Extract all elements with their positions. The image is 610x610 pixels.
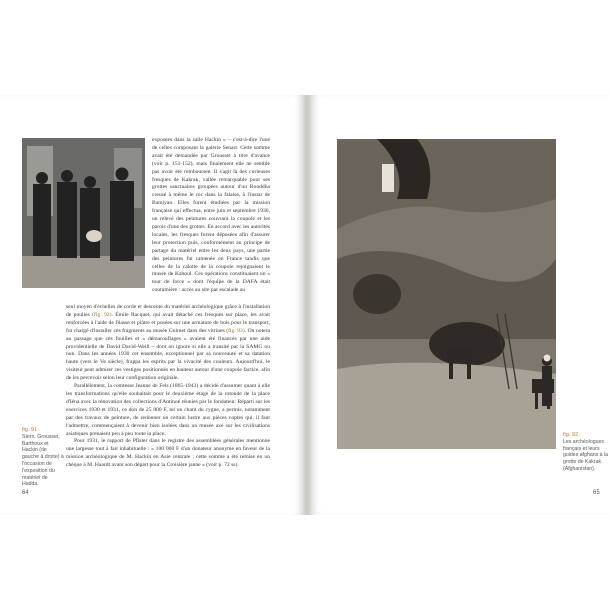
caption-text: Les archéologues français et leurs guides afghans à la grotte de Kakrak (Afghanistan).	[563, 438, 608, 472]
caption-text: Stern, Grousset, Barthoux et Hackin (de gauche à droite) à l'occasion de l'exposition du matériel de Hadda.	[22, 433, 64, 488]
text-start: seul moyen d'échelles de corde et descente du matériel archéologique grâce à l'installation de poulies	[66, 304, 270, 318]
text-end: . On notera au passage que ces fouilles et « démarouflages » avaient été financés par une aide providentielle de David David-Weill – dont on ignore si elle a transité par la SAMG ou non. Dans les années 1930 cet ensemble, exceptionnel par sa nouveauté et sa datation haute (vers le Ve siècle), frappa les esprits par la vivacité des couleurs. Aujourd'hui, le visiteur peut admirer ces vestiges positionnés en hauteur autour d'une coupole factice, afin de les percevoir selon leur configuration originale.	[66, 327, 270, 382]
full-width-text	[66, 304, 270, 470]
left-page	[0, 95, 303, 515]
figure-caption-left	[22, 427, 64, 488]
page-number-left: 64	[22, 490, 29, 496]
column-paragraph: exposées dans la salle Hackin » – c'est-à-dire l'une de celles composant la galerie Senart. Cette somme avait été demandée par Grousset à titre d'avance (voir p. 151-152), mais finalement elle ne semble pas avoir été remboursée. Il s'agit là des curieuses fresques de Kakrak, vallée remarquable pour ses grottes sanctuaires groupées autour d'un Bouddha creusé à même le roc dans la falaise, à l'instar de Bamiyan. Elles furent étudiées par la mission française qui effectua, entre juin et septembre 1930, un relevé des peintures couvrant la coupole et les parois d'une des grottes. En accord avec les autorités locales, les fresques furent déposées afin d'assurer leur protection puis, conformément au principe de partage du matériel entre les deux pays, une partie des peintures fut ramenée en France tandis que celles de la calotte de la coupole rejoignaient le musée de Kaboul. Ces opérations constituaient un « tour de force » dont l'équipe de la DAFA était coutumière : accès au site par escalade au	[152, 137, 270, 294]
page-number-right: 65	[593, 490, 600, 496]
paragraph-continued	[66, 304, 270, 383]
historical-photo-group-portrait	[22, 138, 145, 288]
figure-reference[interactable]: (fig. 92)	[92, 311, 112, 318]
right-page	[311, 95, 610, 515]
text-mid: . Émile Racquet, qui avait détaché ces fresques sur place, les avait renforcées à l'aide de filasse et plâtre et posées sur une armature de bois pour le transport, fut chargé d'installer ces fragments au musée Guimet dans des vitrines	[66, 311, 270, 334]
book-gutter	[303, 95, 311, 515]
figure-label: fig. 91.	[22, 427, 39, 433]
book-spread	[0, 95, 610, 515]
figure-caption-right	[563, 432, 609, 473]
paragraph-fels: Parallèlement, la comtesse Jeanne de Fels (1865-1943) a décidé d'assumer quant à elle les transformations qu'elle souhaitait pour le deuxième étage de la rotonde de la place d'Iéna avec la rénovation des collections d'Antinoé réunies par le fondateur. Réparti sur les exercices 1930 et 1931, ce don de 25 000 F, tel un chant du cygne, a permis, notamment par des travaux de peinture, de redonner un certain lustre aux pièces coptes qui, il faut l'admettre, commençaient à devenir bien isolées dans un musée axé sur les civilisations asiatiques prenaient peu à peu toute la place.	[66, 383, 270, 437]
text-column	[152, 137, 270, 295]
figure-label: fig. 92.	[563, 432, 580, 438]
historical-photo-kakrak-cave	[337, 139, 556, 449]
paragraph-pfister: Pour 1931, le rapport de Pfister dans le registre des assemblées générales mentionne une largesse tout à fait inhabituelle : « 100 000 F d'un donateur anonyme en faveur de la mission archéologique de M. Hackin en Asie centrale ; cette somme a été remise en un chèque à M. Haardt avant son départ pour la Croisière jaune » (voir p. 72 ss).	[66, 438, 270, 469]
figure-reference[interactable]: (fig. 93)	[226, 327, 245, 334]
